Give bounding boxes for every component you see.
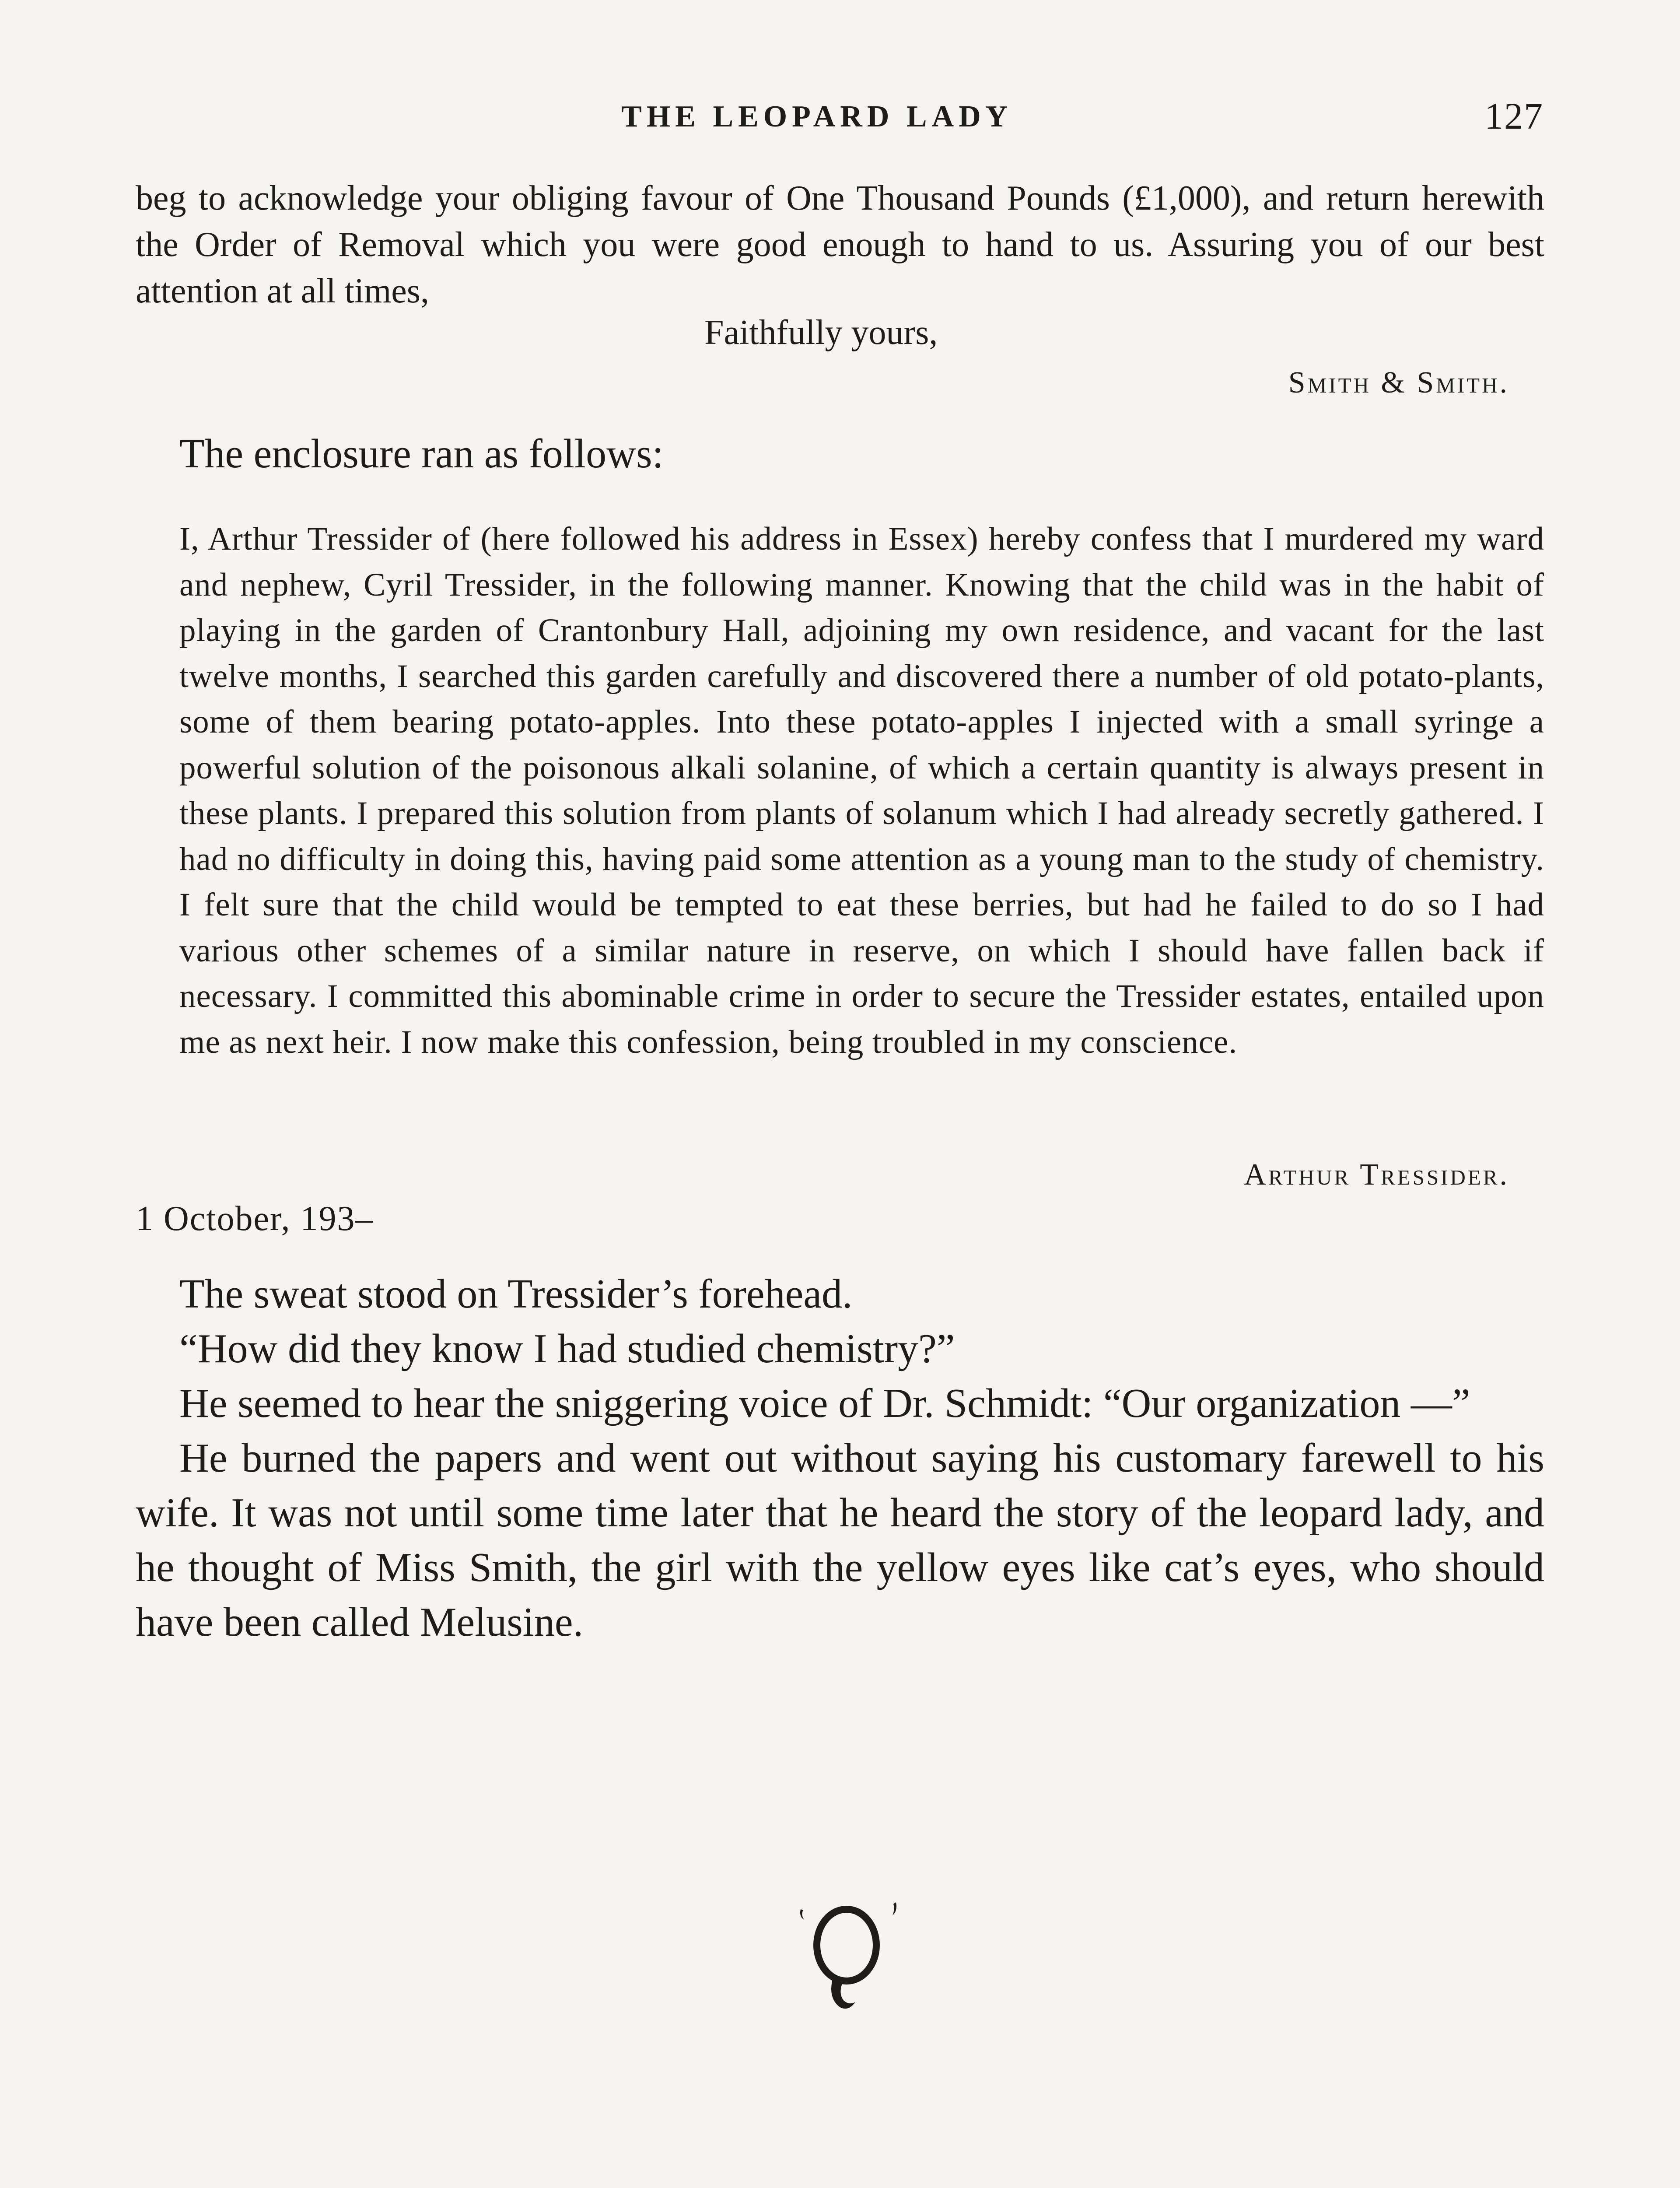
confession-body: I, Arthur Tressider of (here followed his address in Essex) hereby confess that I murdered my ward and nephew, Cyril Tressider, in the following manner. Knowing that the child was in the habit of playing in the garden of Crantonbury Hall, adjoining my own residence, and vacant for the last twelve months, I searched this garden carefully and discovered there a number of old potato-plants, some of them bearing potato-apples. Into these potato-apples I injected with a small syringe a powerful solution of the poisonous alkali solanine, of which a certain quantity is always present in these plants. I prepared this solution from plants of solanum which I had already secretly gathered. I had no difficulty in doing this, having paid some attention as a young man to the study of chemistry. I felt sure that the child would be tempted to eat these berries, but had he failed to do so I had various other schemes of a similar nature in reserve, on which I should have fallen back if necessary. I committed this abominable crime in order to secure the Tressider estates, entailed upon me as next heir. I now make this confession, being troubled in my conscience.: [179, 521, 1544, 1060]
letter-body: beg to acknowledge your obliging favour of One Thousand Pounds (£1,000), and return herewith the Order of Removal which you were good enough to hand to us. Assuring you of our best attention at all times,: [136, 179, 1544, 310]
narrative-paragraph: “How did they know I had studied chemistry?”: [179, 1326, 955, 1371]
narrative-paragraph: He seemed to hear the sniggering voice of Dr. Schmidt: “Our organization —”: [179, 1381, 1470, 1426]
enclosure-intro: The enclosure ran as follows:: [179, 431, 664, 477]
narrative-paragraph: He burned the papers and went out without saying his customary farewell to his wife. It was not until some time later that he heard the story of the leopard lady, and he thought of Miss Smith, the girl with the yellow eyes like cat’s eyes, who should have been called Melusine.: [136, 1435, 1544, 1645]
confession-date: 1 October, 193–: [136, 1199, 374, 1238]
narrative: [136, 1267, 1544, 1650]
letter-closing: Faithfully yours,: [704, 313, 938, 352]
letter-signature: Smith & Smith.: [1288, 366, 1509, 400]
end-of-chapter-ornament-icon: [783, 1893, 910, 2024]
confession-signature: Arthur Tressider.: [1244, 1158, 1509, 1192]
page-number: 127: [1484, 95, 1544, 137]
confession-text: [136, 516, 1544, 1065]
running-title: THE LEOPARD LADY: [621, 100, 1013, 133]
narrative-paragraph: The sweat stood on Tressider’s forehead.: [179, 1271, 853, 1317]
